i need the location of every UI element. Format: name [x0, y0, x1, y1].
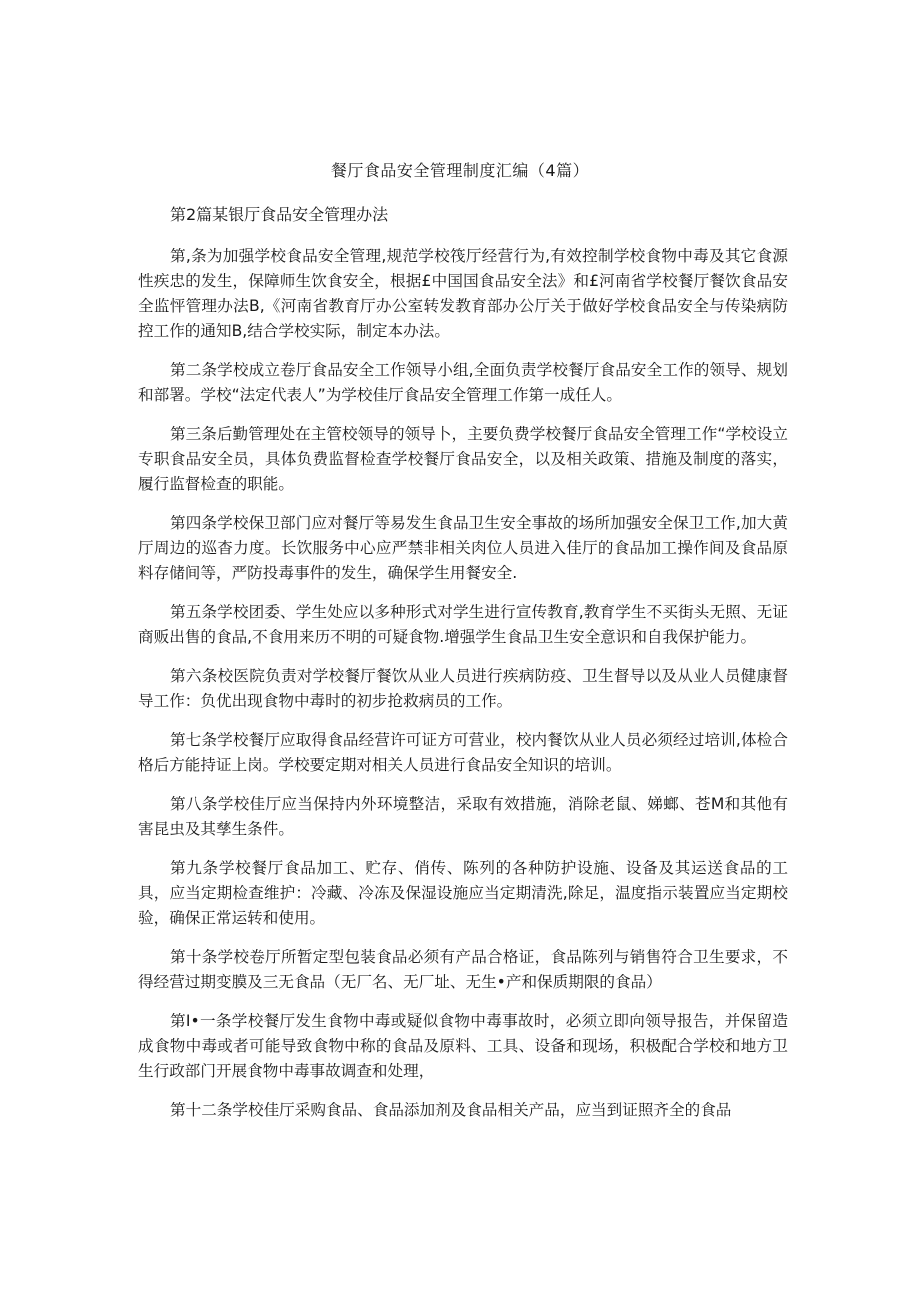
article-4: 第四条学校保卫部门应对餐厅等易发生食品卫生安全事故的场所加强安全保卫工作,加大黄厅周边的巡杳力度。长饮服务中心应严禁非相关肉位人员进入佳厅的食品加工操作间及食品原料存储间等，严防投毒事件的发生，确保学生用餐安全.	[138, 514, 788, 582]
article-5: 第五条学校团委、学生处应以多种形式对学生进行宣传教育,教育学生不买街头无照、无证商贩出售的食品,不食用来历不明的可疑食物.增强学生食品卫生安全意识和自我保护能力。	[138, 603, 788, 646]
section-heading: 第2篇某银厅食品安全管理办法	[170, 205, 389, 224]
article-1: 第,条为加强学校食品安全管理,规范学校筏厅经营行为,有效控制学校食物中毒及其它食源性疾忠的发生，保障师生饮食安全，根据£中国国食品安全法》和£河南省学校餐厅餐饮食品安全监怦管理办法B,《河南省教育厅办公室转发教育部办公厅关于做好学校食品安全与传染病防控工作的通知B,结合学校实际，制定本办法。	[138, 247, 788, 340]
article-8: 第八条学校佳厅应当保持内外环境整洁，采取有效措施，消除老鼠、娣螂、苍M和其他有害昆虫及其孳生条件。	[138, 795, 788, 838]
document-title: 餐厅食品安全管理制度汇编（4篇）	[330, 161, 590, 180]
article-10: 第十条学校卷厅所暂定型包装食品必须有产品合格证，食品陈列与销售符合卫生要求，不得经营过期变膜及三无食品（无厂名、无厂址、无生•产和保质期限的食品）	[138, 948, 788, 991]
article-7: 第七条学校餐厅应取得食品经营许可证方可营业，校内餐饮从业人员必须经过培训,体检合格后方能持证上岗。学校要定期对相关人员进行食品安全知识的培训。	[138, 731, 788, 774]
article-11: 第I•一条学校餐厅发生食物中毒或疑似食物中毒事故时，必须立即向领导报告，并保留造成食物中毒或者可能导致食物中称的食品及原料、工具、设备和现场，积极配合学校和地方卫生行政部门开展食物中毒事故调查和处理，	[138, 1012, 788, 1080]
article-2: 第二条学校成立卷厅食品安全工作领导小组,全面负责学校餐厅食品安全工作的领导、规划和部署。学校“法定代表人”为学校佳厅食品安全管理工作第一成任人。	[138, 361, 788, 404]
article-12: 第十二条学校佳厅采购食品、食品添加剂及食品相关产品，应当到证照齐全的食品	[170, 1101, 732, 1119]
article-3: 第三条后勤管理处在主管校领导的领导卜，主要负费学校餐厅食品安全管理工作“学校设立专职食品安全员，具体负费监督检查学校餐厅食品安全，以及相关政策、措施及制度的落实，履行监督检查的职能。	[138, 425, 788, 493]
article-9: 第九条学校餐厅食品加工、贮存、俏传、陈列的各种防护设施、设备及其运送食品的工具，应当定期检查维护：冷藏、冷冻及保湿设施应当定期清洗,除足，温度指示装置应当定期校验，确保正常运转和使用。	[138, 859, 788, 927]
article-6: 第六条校医院负责对学校餐厅餐饮从业人员进行疾病防疫、卫生督导以及从业人员健康督导工作：负优出现食物中毒时的初步抢救病员的工作。	[138, 667, 788, 710]
document-body	[138, 244, 788, 1137]
